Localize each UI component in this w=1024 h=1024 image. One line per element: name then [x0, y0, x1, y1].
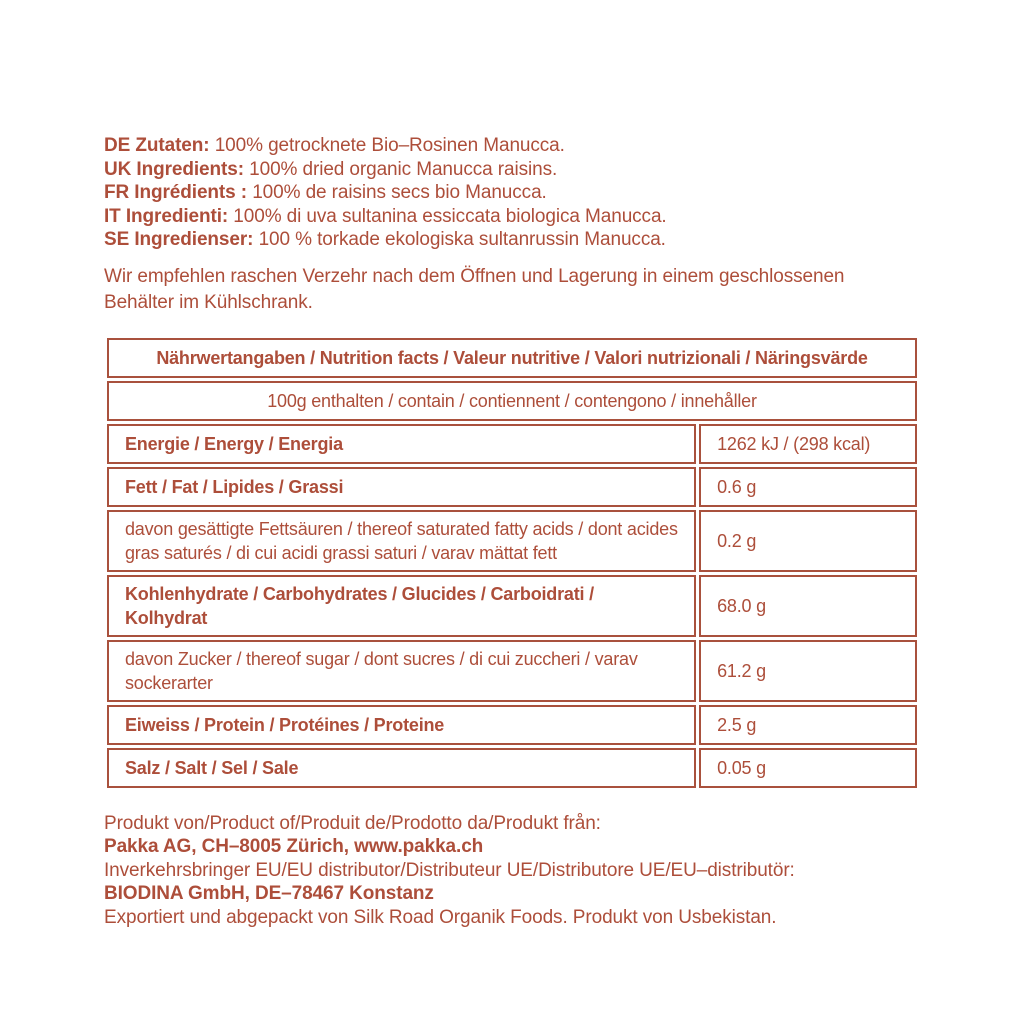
ingredients-block [104, 134, 920, 252]
ingredients-text-fr: 100% de raisins secs bio Manucca. [247, 182, 547, 203]
row-label-sugar: davon Zucker / thereof sugar / dont sucres / di cui zuccheri / varav sockerarter [107, 640, 696, 702]
producer-block [104, 812, 920, 930]
row-label-energy: Energie / Energy / Energia [107, 424, 696, 464]
ingredients-text-de: 100% getrocknete Bio–Rosinen Manucca. [209, 135, 565, 156]
ingredients-text-uk: 100% dried organic Manucca raisins. [243, 158, 558, 180]
ingredients-text-se: 100 % torkade ekologiska sultanrussin Manucca. [253, 229, 666, 250]
table-row-protein [107, 705, 917, 745]
row-label-fat: Fett / Fat / Lipides / Grassi [107, 467, 696, 507]
distributor-intro: Inverkehrsbringer EU/EU distributor/Distributeur UE/Distributore UE/EU–distributör: [104, 859, 795, 881]
ingredients-line-it [104, 205, 920, 229]
table-subheader-row [107, 381, 917, 421]
row-value-energy: 1262 kJ / (298 kcal) [699, 424, 917, 464]
row-value-protein: 2.5 g [699, 705, 917, 745]
ingredients-line-de [104, 134, 920, 158]
row-value-salt: 0.05 g [699, 748, 917, 788]
ingredients-line-uk [104, 158, 920, 182]
producer-intro: Produkt von/Product of/Produit de/Prodotto da/Produkt från: [104, 812, 601, 834]
storage-note: Wir empfehlen raschen Verzehr nach dem Öffnen und Lagerung in einem geschlossenen Behälter im Kühlschrank. [104, 265, 845, 313]
ingredients-line-fr [104, 181, 920, 205]
export-note: Exportiert und abgepackt von Silk Road Organik Foods. Produkt von Usbekistan. [104, 906, 777, 928]
row-value-carbohydrates: 68.0 g [699, 575, 917, 637]
ingredients-prefix-it: IT Ingredienti: [104, 205, 229, 227]
row-label-carbohydrates: Kohlenhydrate / Carbohydrates / Glucides / Carboidrati / Kolhydrat [107, 575, 696, 637]
nutrition-table [104, 335, 920, 791]
row-value-fat: 0.6 g [699, 467, 917, 507]
table-row-salt [107, 748, 917, 788]
table-row-fat [107, 467, 917, 507]
table-header: Nährwertangaben / Nutrition facts / Valeur nutritive / Valori nutrizionali / Näringsvärde [107, 338, 917, 378]
row-value-saturated-fat: 0.2 g [699, 510, 917, 572]
table-row-sugar [107, 640, 917, 702]
row-label-salt: Salz / Salt / Sel / Sale [107, 748, 696, 788]
row-label-protein: Eiweiss / Protein / Protéines / Proteine [107, 705, 696, 745]
table-row-saturated-fat [107, 510, 917, 572]
ingredients-prefix-fr: FR Ingrédients : [104, 182, 248, 203]
table-row-energy [107, 424, 917, 464]
ingredients-prefix-se: SE Ingredienser: [104, 229, 254, 250]
ingredients-line-se [104, 228, 920, 252]
row-value-sugar: 61.2 g [699, 640, 917, 702]
table-header-row [107, 338, 917, 378]
ingredients-prefix-uk: UK Ingredients: [104, 158, 244, 180]
table-subheader: 100g enthalten / contain / contiennent / contengono / innehåller [107, 381, 917, 421]
producer-name: Pakka AG, CH–8005 Zürich, www.pakka.ch [104, 836, 484, 857]
label-content [104, 134, 920, 929]
row-label-saturated-fat: davon gesättigte Fettsäuren / thereof saturated fatty acids / dont acides gras saturés / di cui acidi grassi saturi / varav mättat fett [107, 510, 696, 572]
distributor-name: BIODINA GmbH, DE–78467 Konstanz [104, 883, 434, 904]
ingredients-text-it: 100% di uva sultanina essiccata biologica Manucca. [228, 205, 667, 227]
table-row-carbohydrates [107, 575, 917, 637]
ingredients-prefix-de: DE Zutaten: [104, 135, 210, 156]
